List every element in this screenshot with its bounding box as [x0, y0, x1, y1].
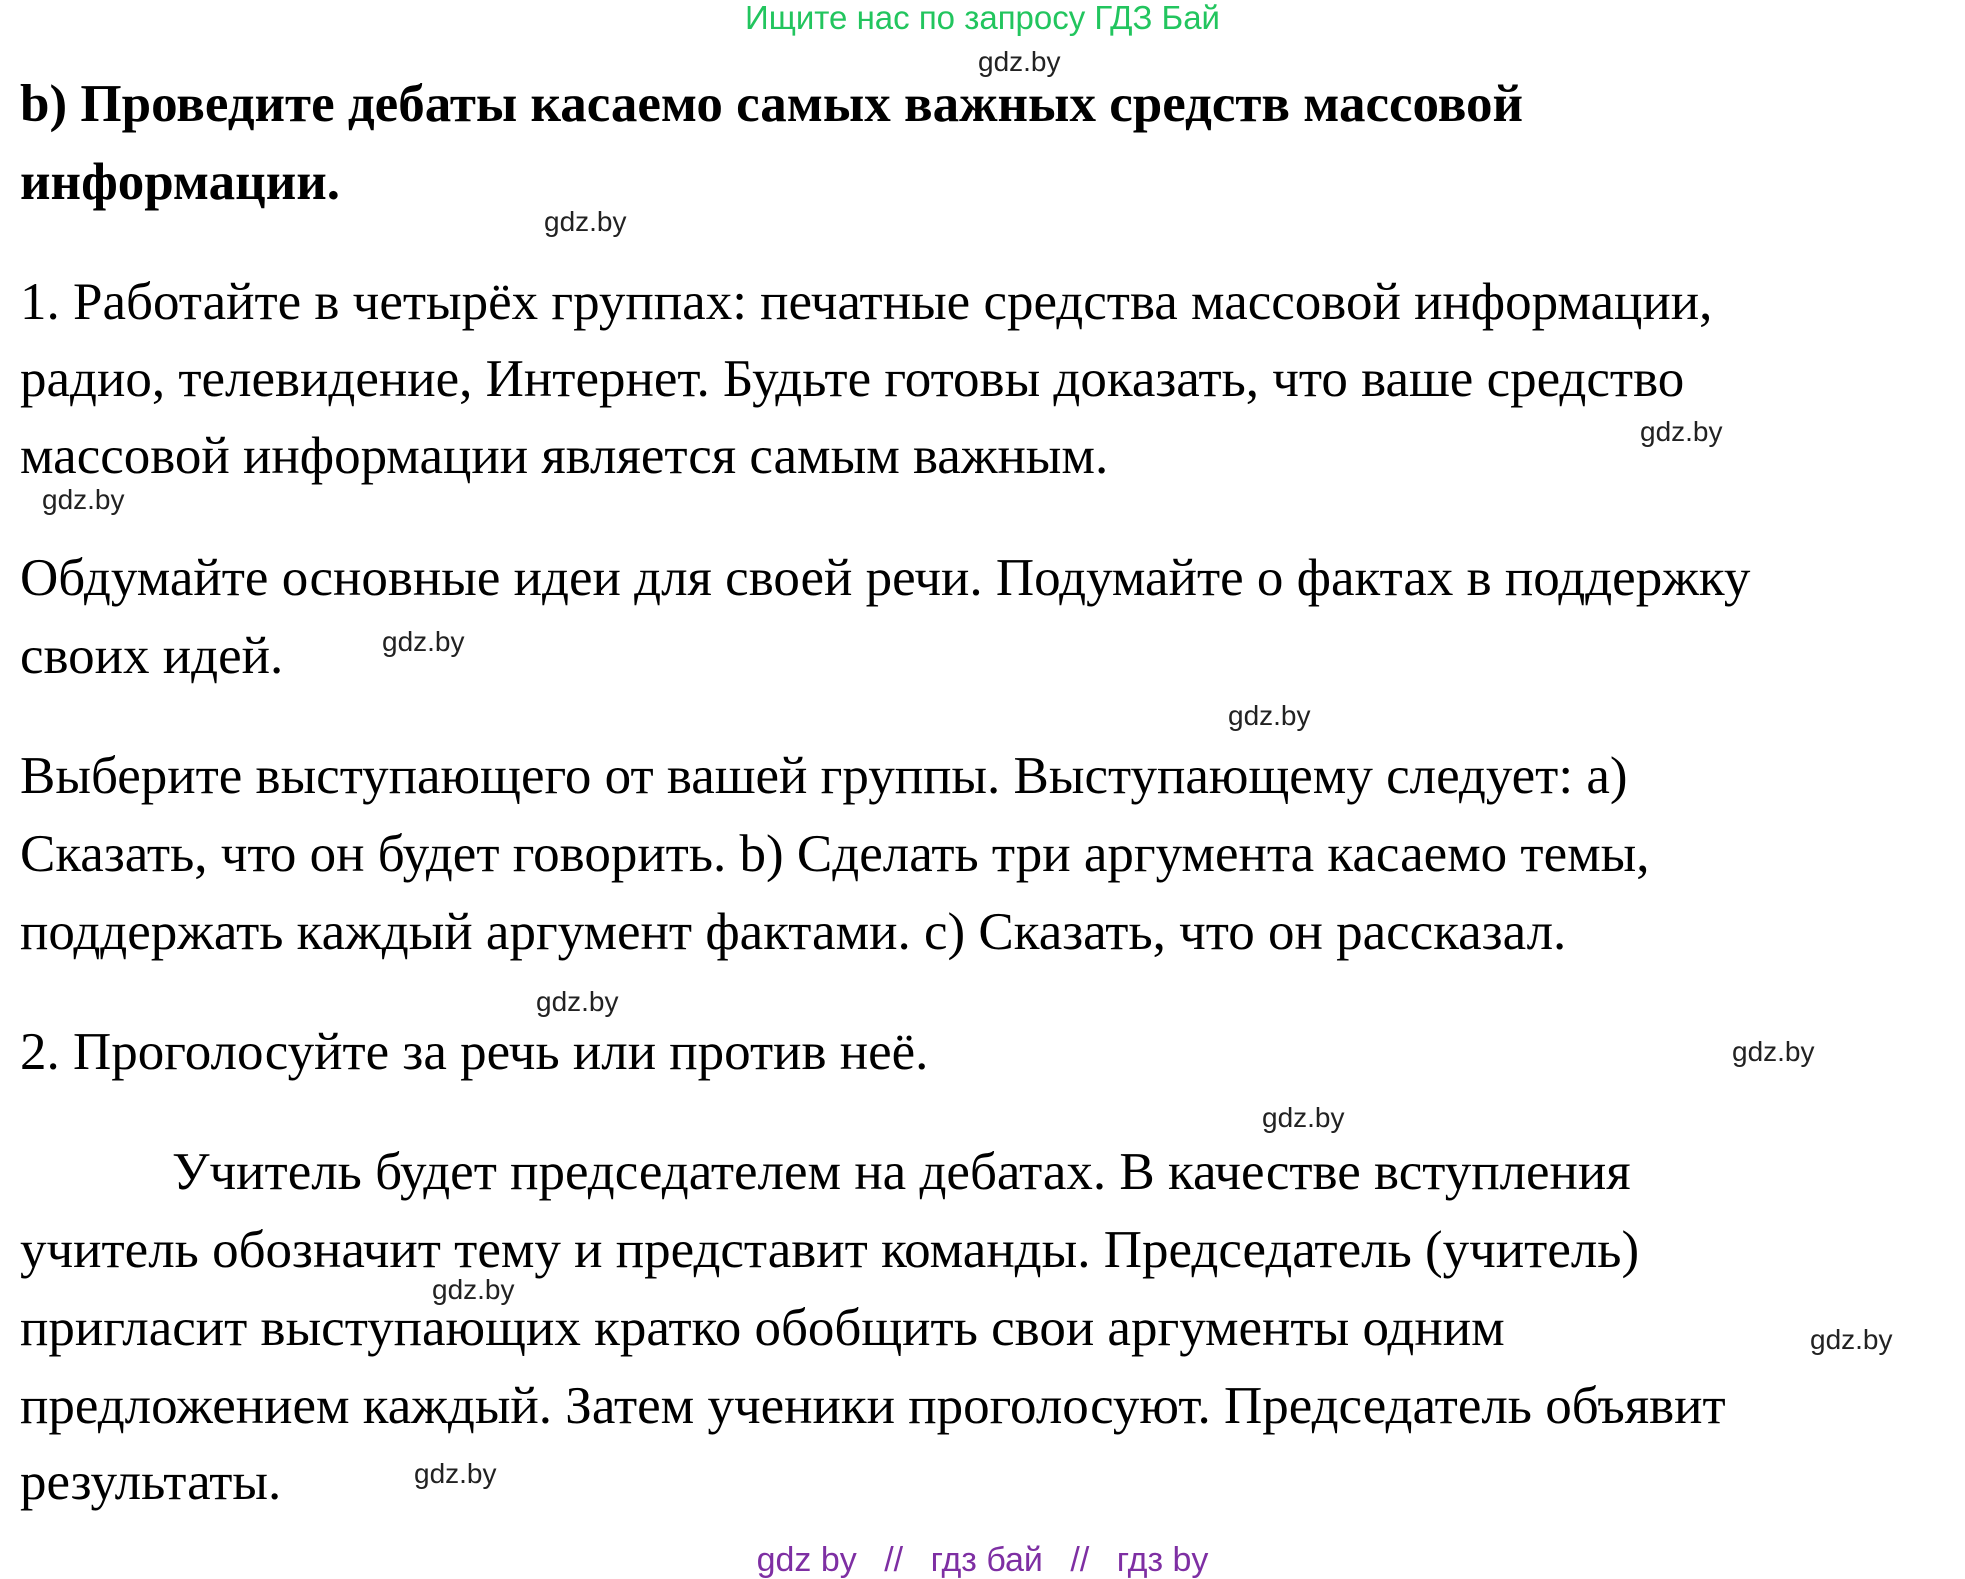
watermark: gdz.by	[1228, 700, 1311, 731]
paragraph-line: поддержать каждый аргумент фактами. c) Сказать, что он рассказал.	[20, 903, 1567, 961]
footer-separator: //	[1070, 1541, 1090, 1579]
watermark: gdz.by	[432, 1274, 515, 1305]
footer-links	[0, 1542, 1965, 1578]
heading-line: информации.	[20, 153, 341, 211]
watermark: gdz.by	[42, 484, 125, 515]
watermark: gdz.by	[1810, 1324, 1893, 1355]
paragraph-line: Учитель будет председателем на дебатах. В качестве вступления	[172, 1143, 1631, 1201]
paragraph-line: 2. Проголосуйте за речь или против неё.	[20, 1023, 929, 1081]
heading-line: b) Проведите дебаты касаемо самых важных средств массовой	[20, 75, 1524, 133]
watermark: gdz.by	[978, 46, 1061, 77]
paragraph-line: Обдумайте основные идеи для своей речи. Подумайте о фактах в поддержку	[20, 549, 1751, 607]
site-banner: Ищите нас по запросу ГДЗ Бай	[745, 0, 1220, 36]
footer-separator: //	[884, 1541, 904, 1579]
paragraph-line: Сказать, что он будет говорить. b) Сделать три аргумента касаемо темы,	[20, 825, 1650, 883]
watermark: gdz.by	[544, 206, 627, 237]
footer-item: gdz by	[756, 1541, 857, 1579]
watermark: gdz.by	[1262, 1102, 1345, 1133]
footer-item: гдз by	[1116, 1541, 1209, 1579]
paragraph-line: учитель обозначит тему и представит команды. Председатель (учитель)	[20, 1221, 1640, 1279]
paragraph-line: радио, телевидение, Интернет. Будьте готовы доказать, что ваше средство	[20, 350, 1685, 408]
footer-item: гдз бай	[930, 1541, 1043, 1579]
paragraph-line: результаты.	[20, 1453, 282, 1511]
watermark: gdz.by	[1732, 1036, 1815, 1067]
paragraph-line: Выберите выступающего от вашей группы. Выступающему следует: a)	[20, 747, 1628, 805]
watermark: gdz.by	[1640, 416, 1723, 447]
paragraph-line: пригласит выступающих кратко обобщить свои аргументы одним	[20, 1299, 1505, 1357]
watermark: gdz.by	[382, 626, 465, 657]
paragraph-line: предложением каждый. Затем ученики проголосуют. Председатель объявит	[20, 1377, 1726, 1435]
paragraph-line: своих идей.	[20, 627, 284, 685]
watermark: gdz.by	[536, 986, 619, 1017]
paragraph-line: массовой информации является самым важным.	[20, 427, 1109, 485]
paragraph-line: 1. Работайте в четырёх группах: печатные средства массовой информации,	[20, 273, 1713, 331]
watermark: gdz.by	[414, 1458, 497, 1489]
